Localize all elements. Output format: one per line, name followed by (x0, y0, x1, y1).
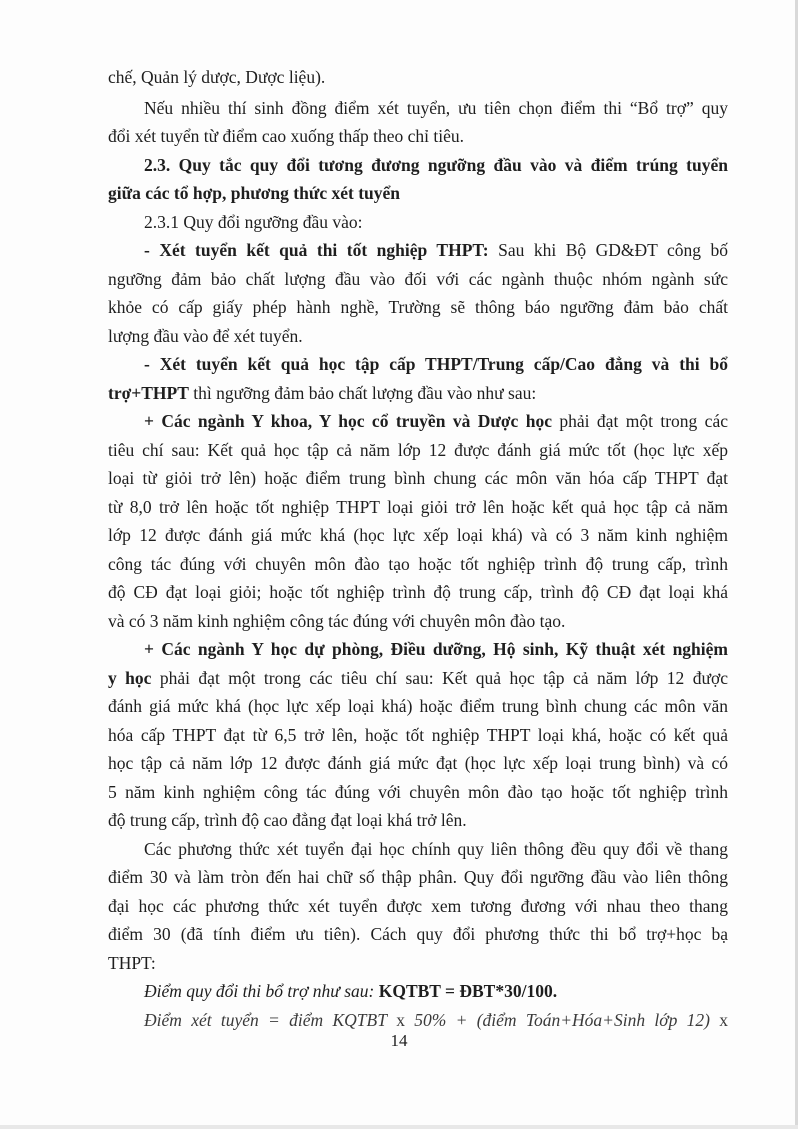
text-line: điểm 30 (đã tính điểm ưu tiên). Cách quy đổi phương thức thi bổ trợ+học bạ (108, 924, 728, 944)
text-line: khỏe có cấp giấy phép hành nghề, Trường sẽ thông báo ngưỡng đảm bảo chất (108, 297, 728, 317)
subsection-heading: 2.3.1 Quy đổi ngưỡng đầu vào: (144, 212, 363, 232)
text-line (144, 240, 728, 260)
text-line (108, 668, 728, 688)
text-line: lượng đầu vào để xét tuyển. (108, 326, 303, 346)
text-line: Các phương thức xét tuyển đại học chính quy liên thông đều quy đổi về thang (144, 839, 728, 859)
text-line: và có 3 năm kinh nghiệm công tác đúng với chuyên môn đào tạo. (108, 611, 566, 631)
bold-label: trợ+THPT (108, 383, 189, 403)
text-line: chế, Quản lý dược, Dược liệu). (108, 67, 326, 87)
operator: x (386, 1010, 415, 1030)
bold-label: y học (108, 668, 152, 688)
text-line: THPT: (108, 953, 156, 973)
text-line: độ CĐ đạt loại giỏi; hoặc tốt nghiệp trình độ trung cấp, trình độ CĐ đạt loại khá (108, 582, 728, 602)
text-line: Nếu nhiều thí sinh đồng điểm xét tuyển, ưu tiên chọn điểm thi “Bổ trợ” quy (144, 98, 728, 118)
text-line: từ 8,0 trở lên hoặc tốt nghiệp THPT loại giỏi trở lên hoặc kết quả học tập cả năm (108, 497, 728, 517)
text-line: lớp 12 được đánh giá mức khá (học lực xếp loại khá) và có 3 năm kinh nghiệm (108, 525, 728, 545)
text-line: tiêu chí sau: Kết quả học tập cả năm lớp 12 được đánh giá mức tốt (học lực xếp (108, 440, 728, 460)
text-line: độ trung cấp, trình độ cao đẳng đạt loại khá trở lên. (108, 810, 467, 830)
text-line: hóa cấp THPT đạt từ 6,5 trở lên, hoặc tốt nghiệp THPT loại khá, hoặc có kết quả (108, 725, 728, 745)
text-run: phải đạt một trong các (551, 411, 728, 431)
bold-label: - Xét tuyển kết quả thi tốt nghiệp THPT: (144, 240, 489, 260)
text-line: điểm 30 và làm tròn đến hai chữ số thập phân. Quy đổi ngưỡng đầu vào liên thông (108, 867, 728, 887)
text-line: đại học các phương thức xét tuyển được xem tương đương với nhau theo thang (108, 896, 728, 916)
text-run: thì ngưỡng đảm bảo chất lượng đầu vào như sau: (188, 383, 537, 403)
text-line: loại từ giỏi trở lên) hoặc điểm trung bình chung các môn văn hóa cấp THPT đạt (108, 468, 728, 488)
text-line: 5 năm kinh nghiệm công tác đúng với chuyên môn đào tạo hoặc tốt nghiệp trình (108, 782, 728, 802)
text-line (108, 383, 728, 403)
page-number: 14 (390, 1031, 408, 1050)
formula-line (144, 981, 728, 1001)
bold-label: + Các ngành Y khoa, Y học cổ truyền và Dược học (144, 411, 552, 431)
text-line: đánh giá mức khá (học lực xếp loại khá) hoặc điểm trung bình chung các môn văn (108, 696, 728, 716)
text-run: Sau khi Bộ GD&ĐT công bố (488, 240, 729, 260)
text-line: công tác đúng với chuyên môn đào tạo hoặc tốt nghiệp trình độ trung cấp, trình (108, 554, 728, 574)
scan-edge-bottom (0, 1125, 798, 1129)
formula-label: Điểm quy đổi thi bổ trợ như sau: (144, 981, 379, 1001)
text-line (144, 411, 728, 431)
text-line: đổi xét tuyển từ điểm cao xuống thấp theo chỉ tiêu. (108, 126, 464, 146)
section-heading: 2.3. Quy tắc quy đổi tương đương ngưỡng đầu vào và điểm trúng tuyển (144, 155, 728, 175)
text-line: học tập cả năm lớp 12 được đánh giá mức đạt (học lực xếp loại trung bình) và có (108, 753, 728, 773)
text-run: phải đạt một trong các tiêu chí sau: Kết quả học tập cả năm lớp 12 được (151, 668, 728, 688)
section-heading: giữa các tổ hợp, phương thức xét tuyển (108, 183, 401, 203)
formula-part: 50% + (điểm Toán+Hóa+Sinh lớp 12) (414, 1010, 710, 1030)
formula: KQTBT = ĐBT*30/100. (378, 981, 558, 1001)
formula-line (144, 1010, 728, 1030)
bold-label: + Các ngành Y học dự phòng, Điều dưỡng, Hộ sinh, Kỹ thuật xét nghiệm (144, 639, 728, 659)
formula-part: Điểm xét tuyển = điểm KQTBT (144, 1010, 387, 1030)
operator: x (709, 1010, 729, 1030)
text-line: ngưỡng đảm bảo chất lượng đầu vào đối với các ngành thuộc nhóm ngành sức (108, 269, 728, 289)
bold-label: - Xét tuyển kết quả học tập cấp THPT/Trung cấp/Cao đẳng và thi bổ (144, 354, 728, 374)
